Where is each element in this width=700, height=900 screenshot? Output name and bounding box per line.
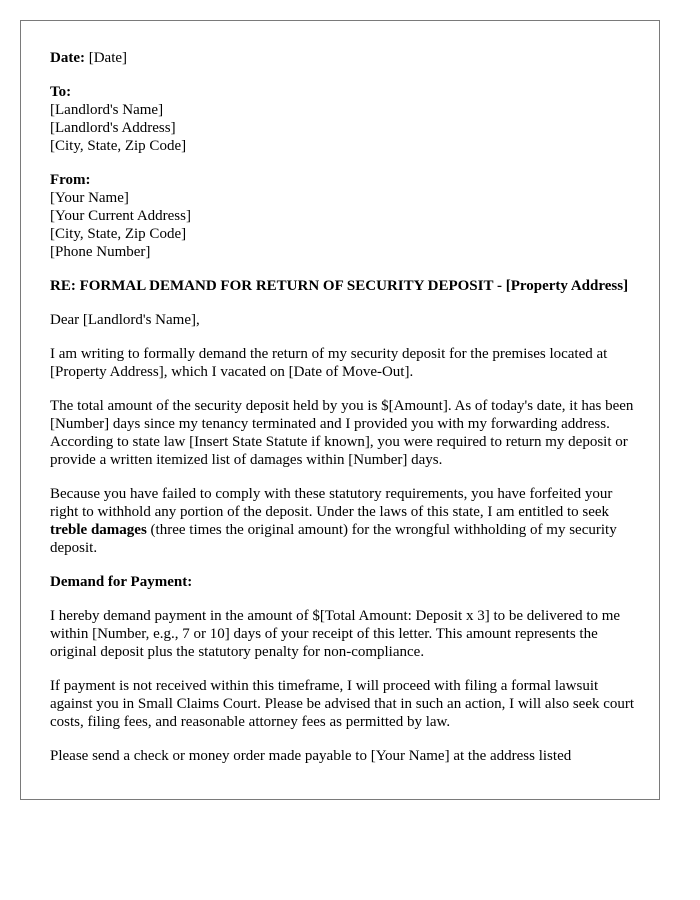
demand-heading [50,573,640,591]
recipient-address: [Landlord's Address] [50,120,176,136]
treble-damages-emphasis: treble damages [50,522,147,538]
subject-line: RE: FORMAL DEMAND FOR RETURN OF SECURITY DEPOSIT - [Property Address] [50,278,629,294]
letter-content [50,49,640,781]
demand-heading-text: Demand for Payment: [50,574,193,590]
salutation: Dear [Landlord's Name], [50,312,200,328]
date-value: [Date] [88,50,128,66]
date-label: Date: [50,50,85,66]
sender-city: [City, State, Zip Code] [50,226,187,242]
paragraph-intro: I am writing to formally demand the return of my security deposit for the premises located at [Property Address], which I vacated on [Date of Move-Out]. [50,346,608,380]
paragraph-payment-demand: I hereby demand payment in the amount of $[Total Amount: Deposit x 3] to be delivered to me within [Number, e.g., 7 or 10] days of your receipt of this letter. This amount represents the original deposit plus the statutory penalty for non-compliance. [50,608,621,660]
letter-page [20,20,660,800]
sender-phone: [Phone Number] [50,244,151,260]
recipient-name: [Landlord's Name] [50,102,164,118]
paragraph-lawsuit-warning: If payment is not received within this timeframe, I will proceed with filing a formal lawsuit against you in Small Claims Court. Please be advised that in such an action, I will also seek court costs, filing fees, and reasonable attorney fees as permitted by law. [50,678,635,730]
paragraph-forfeiture-start: Because you have failed to comply with these statutory requirements, you have forfeited your right to withhold any portion of the deposit. Under the laws of this state, I am entitled to seek [50,486,613,520]
paragraph-deposit-amount: The total amount of the security deposit held by you is $[Amount]. As of today's date, it has been [Number] days since my tenancy terminated and I provided you with my forwarding address. According to state law [Insert State Statute if known], you were required to return my deposit or provide a written itemized list of damages within [Number] days. [50,398,634,468]
sender-block [50,171,640,261]
date-line [50,49,640,67]
to-label: To: [50,84,72,100]
recipient-block [50,83,640,155]
paragraph-forfeiture [50,485,640,557]
sender-name: [Your Name] [50,190,129,206]
sender-address: [Your Current Address] [50,208,191,224]
paragraph-forfeiture-end: (three times the original amount) for the wrongful withholding of my security deposit. [50,522,617,556]
recipient-city: [City, State, Zip Code] [50,138,187,154]
paragraph-payment-instructions: Please send a check or money order made payable to [Your Name] at the address listed [50,748,572,764]
from-label: From: [50,172,91,188]
